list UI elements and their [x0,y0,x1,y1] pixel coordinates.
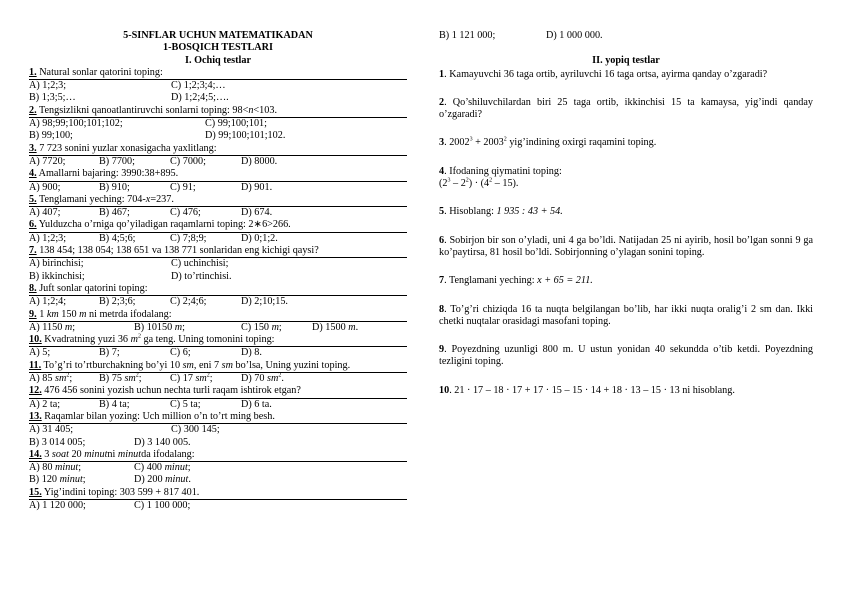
options-row [439,30,813,42]
question-text: 20 [68,448,85,460]
variable: n [248,104,254,116]
question-14 [29,449,407,461]
option-b: B) 7; [99,347,120,359]
options-row [29,423,407,436]
variable: x [145,193,151,205]
question-text: Kvadratning yuzi 36 [41,334,131,346]
question-13 [29,411,407,423]
closed-question-8 [439,304,813,329]
options-row [29,206,407,219]
question-number: 4. [29,168,37,180]
option-b: B) 75 $sm^2$; [99,372,142,385]
question-text: Juft sonlar qatorini toping: [36,282,148,294]
question-number: 10 [439,384,450,396]
superscript: 2 [137,333,141,340]
option-b: B) 99;100; [29,130,73,142]
question-text: 3 [41,448,52,460]
option-d: D) 1 000 000. [546,30,603,41]
option-a: A) 31 405; [29,424,74,436]
option-a: A) birinchisi; [29,258,84,270]
unit: km [46,308,59,320]
option-b: B) 7700; [99,155,135,167]
question-text: Yig’indini toping: 303 599 + 817 401. [41,486,200,498]
question-text: 150 [58,308,80,320]
doc-title: 5-SINFLAR UCHUN MATEMATIKADAN [123,30,313,41]
question-text: . Ifodaning qiymatini toping: [444,165,562,177]
options-row [29,372,407,385]
options-row [29,437,407,449]
option-b: B) 3 014 005; [29,436,86,448]
options-row [29,271,407,283]
option-a: A) 5; [29,347,51,359]
options-row [29,461,407,474]
superscript: 3 [469,137,473,144]
question-text: . Poyezdning uzunligi 800 m. U ustun yonidan 40 sekundda o’tib ketdi. Poyezdning tezligini toping. [439,344,813,368]
option-d: D) 8000. [241,155,278,167]
question-text: . To’g’ri chiziqda 16 ta nuqta belgilangan bo’lib, har ikki nuqta oralig’i 2 sm dan. Ikki chetki nuqtalar orasidagi masofani toping. [439,303,813,327]
question-text: ga teng. Uning tomonini toping: [140,334,275,346]
question-number: 9 [439,344,445,356]
question-7 [29,245,407,257]
option-d: D) 901. [241,181,273,193]
question-text: ni metrda ifodalang: [86,308,172,320]
question-9 [29,309,407,321]
question-text: . Hisoblang: [444,206,497,218]
closed-question-4: 4. Ifodaning qiymatini toping: $(2^3 - 2^2) \cdot (4^2 - 15)$. [439,165,562,190]
question-number: 11. [29,359,42,371]
question-text: 1 [36,308,47,320]
options-row [29,92,407,104]
question-number: 13. [29,410,42,422]
option-a: A) 85 $sm^2$; [29,372,73,385]
option-b: B) 10150 m; [134,321,185,333]
question-2 [29,105,407,117]
question-1 [29,67,407,79]
option-c: C) 5 ta; [170,398,201,410]
option-d: D) 2;10;15. [241,296,288,308]
option-c: C) 1 100 000; [134,499,191,511]
options-row [29,321,407,334]
option-d: D) 8. [241,347,262,359]
option-a: A) 1;2;4; [29,296,67,308]
options-row [29,499,407,512]
doc-subtitle: 1-BOSQICH TESTLARI [163,42,273,54]
option-a: A) 1150 m; [29,321,76,333]
question-number: 7. [29,245,37,257]
expression: 1 935 : 43 + 54. [496,206,563,218]
question-text: . 2002 [444,137,470,149]
option-a: A) 1;2;3; [29,232,67,244]
option-b: B) ikkinchisi; [29,270,85,282]
options-row [29,257,407,270]
options-row [29,155,407,168]
option-a: A) 80 minut; [29,462,82,474]
option-b: B) 467; [99,207,130,219]
option-b: B) 4 ta; [99,398,130,410]
question-3 [29,143,407,155]
closed-question-1 [439,69,813,81]
question-15 [29,487,407,499]
option-d: D) 3 140 005. [134,436,191,448]
question-number: 9. [29,308,37,320]
option-c: C) 6; [170,347,191,359]
question-text: . 21 · 17 – 18 · 17 + 17 · 15 – 15 · 14 + 18 · 13 – 15 · 13 ni hisoblang. [449,384,735,396]
closed-question-7 [439,275,813,287]
option-d: D) 0;1;2. [241,232,278,244]
question-11 [29,360,407,372]
question-text: 476 456 sonini yozish uchun nechta turli raqam ishtirok etgan? [41,385,301,397]
unit: m [79,308,87,320]
unit: minut [117,448,142,460]
question-text: 7 723 sonini yuzlar xonasigacha yaxlitlang: [36,142,217,154]
options-row [29,130,407,142]
option-d: D) 200 minut. [134,474,191,486]
question-text: yig’indining oxirgi raqamini toping. [506,137,657,149]
closed-question-10 [439,385,813,397]
option-d: D) to’rtinchisi. [171,270,232,282]
option-d: D) 674. [241,207,273,219]
options-row [29,398,407,411]
question-number: 14. [29,448,42,460]
closed-question-3 [439,137,813,149]
question-number: 4 [439,165,445,177]
options-row [29,474,407,486]
option-d: D) 70 $sm^2$. [241,372,284,385]
question-text: =237. [150,193,174,205]
option-a: A) 407; [29,207,61,219]
question-number: 5 [439,206,445,218]
unit: minut [84,448,108,460]
closed-question-6 [439,235,813,260]
option-c: C) 91; [170,181,196,193]
question-text: To’g’ri to’rtburchakning bo’yi 10 [41,359,183,371]
question-text: bo’lsa, Uning yuzini toping. [232,359,351,371]
option-b: B) 120 minut; [29,474,86,486]
left-column [29,30,407,512]
option-c: C) 7000; [170,155,206,167]
question-number: 12. [29,385,42,397]
option-c: C) 400 minut; [134,462,191,474]
option-d: D) 1500 m. [312,321,359,333]
option-c: C) 1;2;3;4;… [171,80,226,92]
options-row [29,346,407,359]
question-number: 8. [29,282,37,294]
question-text: , eni 7 [193,359,222,371]
question-text: . Sobirjon bir son o’yladi, uni 4 ga bo’ldi. Natijadan 25 ni ayirib, hosil bo’lgan sonni 9 ga ko’paytirsa, 81 hosil bo’ldi. Sobirjonning o’ylagan sonini toping. [439,234,813,258]
option-c: C) 99;100;101; [205,118,267,130]
question-12 [29,385,407,397]
unit: m [130,334,138,346]
expression: (2 [439,178,448,190]
question-text: ni [107,448,118,460]
question-8 [29,283,407,295]
question-text: + 2003 [472,137,504,149]
closed-question-2 [439,97,813,122]
question-text: . Qo’shiluvchilardan biri 25 taga ortib, ikkinchisi 15 ta kamaysa, yig’indi qanday o’zgaradi? [439,96,813,121]
unit: sm [182,359,194,371]
options-row [29,181,407,194]
option-c: C) 2;4;6; [170,296,207,308]
question-text: 138 454; 138 054; 138 651 va 138 771 sonlaridan eng kichigi qaysi? [36,245,319,257]
option-c: C) 150 m; [241,321,282,333]
question-text: Tengsizlikni qanoatlantiruvchi sonlarni toping: 98< [36,104,249,116]
question-10 [29,334,407,346]
question-number: 2. [29,104,37,116]
option-a: A) 900; [29,181,61,193]
option-b: B) 1 121 000; [439,30,496,41]
question-text: <103. [253,104,277,116]
options-row [29,79,407,92]
option-c: C) 17 $sm^2$; [170,372,213,385]
question-text: Tenglamani yeching: 704- [36,193,146,205]
question-text: . Tenglamani yeching: [444,275,538,287]
right-column [439,30,813,413]
option-b: B) 910; [99,181,130,193]
question-number: 1 [439,68,445,80]
question-6 [29,219,407,231]
options-row [29,232,407,245]
options-row [29,117,407,130]
question-number: 1. [29,66,37,78]
question-number: 6. [29,219,37,231]
question-text: Amallarni bajaring: 3990:38+895. [36,168,179,180]
expression: x + 65 = 211. [537,275,593,287]
option-d: D) 6 ta. [241,398,272,410]
option-a: A) 1;2;3; [29,80,67,92]
option-d: D) 99;100;101;102. [205,130,286,142]
unit: sm [221,359,233,371]
question-text: Raqamlar bilan yozing: Uch million o’n to’rt ming besh. [41,410,275,422]
question-number: 5. [29,193,37,205]
options-row [29,295,407,308]
question-number: 3. [29,142,37,154]
option-a: A) 98;99;100;101;102; [29,118,123,130]
question-text: . Kamayuvchi 36 taga ortib, ayriluvchi 16 taga ortsa, ayirma qanday o’zgaradi? [444,68,768,80]
question-text: Yulduzcha o’rniga qo’yiladigan raqamlarni toping: 2∗6>266. [36,219,291,231]
option-b: B) 1;3;5;… [29,92,76,104]
question-number: 3 [439,137,445,149]
option-c: C) 7;8;9; [170,232,207,244]
option-d: D) 1;2;4;5;…. [171,92,229,104]
question-number: 6 [439,234,445,246]
question-number: 2 [439,96,445,108]
question-5 [29,194,407,206]
option-a: A) 7720; [29,155,66,167]
option-b: B) 4;5;6; [99,232,136,244]
option-c: C) 476; [170,207,201,219]
question-number: 8 [439,303,445,315]
question-number: 15. [29,486,42,498]
question-text: Natural sonlar qatorini toping: [36,66,163,78]
section-closed-tests: II. yopiq testlar [592,55,660,67]
question-number: 10. [29,334,42,346]
question-text: da ifodalang: [141,448,195,460]
option-b: B) 2;3;6; [99,296,136,308]
unit: soat [51,448,69,460]
option-a: A) 1 120 000; [29,499,86,511]
closed-question-9 [439,344,813,369]
section-open-tests: I. Ochiq testlar [185,54,251,66]
option-c: C) 300 145; [171,424,220,436]
option-a: A) 2 ta; [29,398,61,410]
option-c: C) uchinchisi; [171,258,229,270]
question-number: 7 [439,275,445,287]
question-4 [29,168,407,180]
superscript: 2 [503,137,507,144]
closed-question-5 [439,206,813,218]
